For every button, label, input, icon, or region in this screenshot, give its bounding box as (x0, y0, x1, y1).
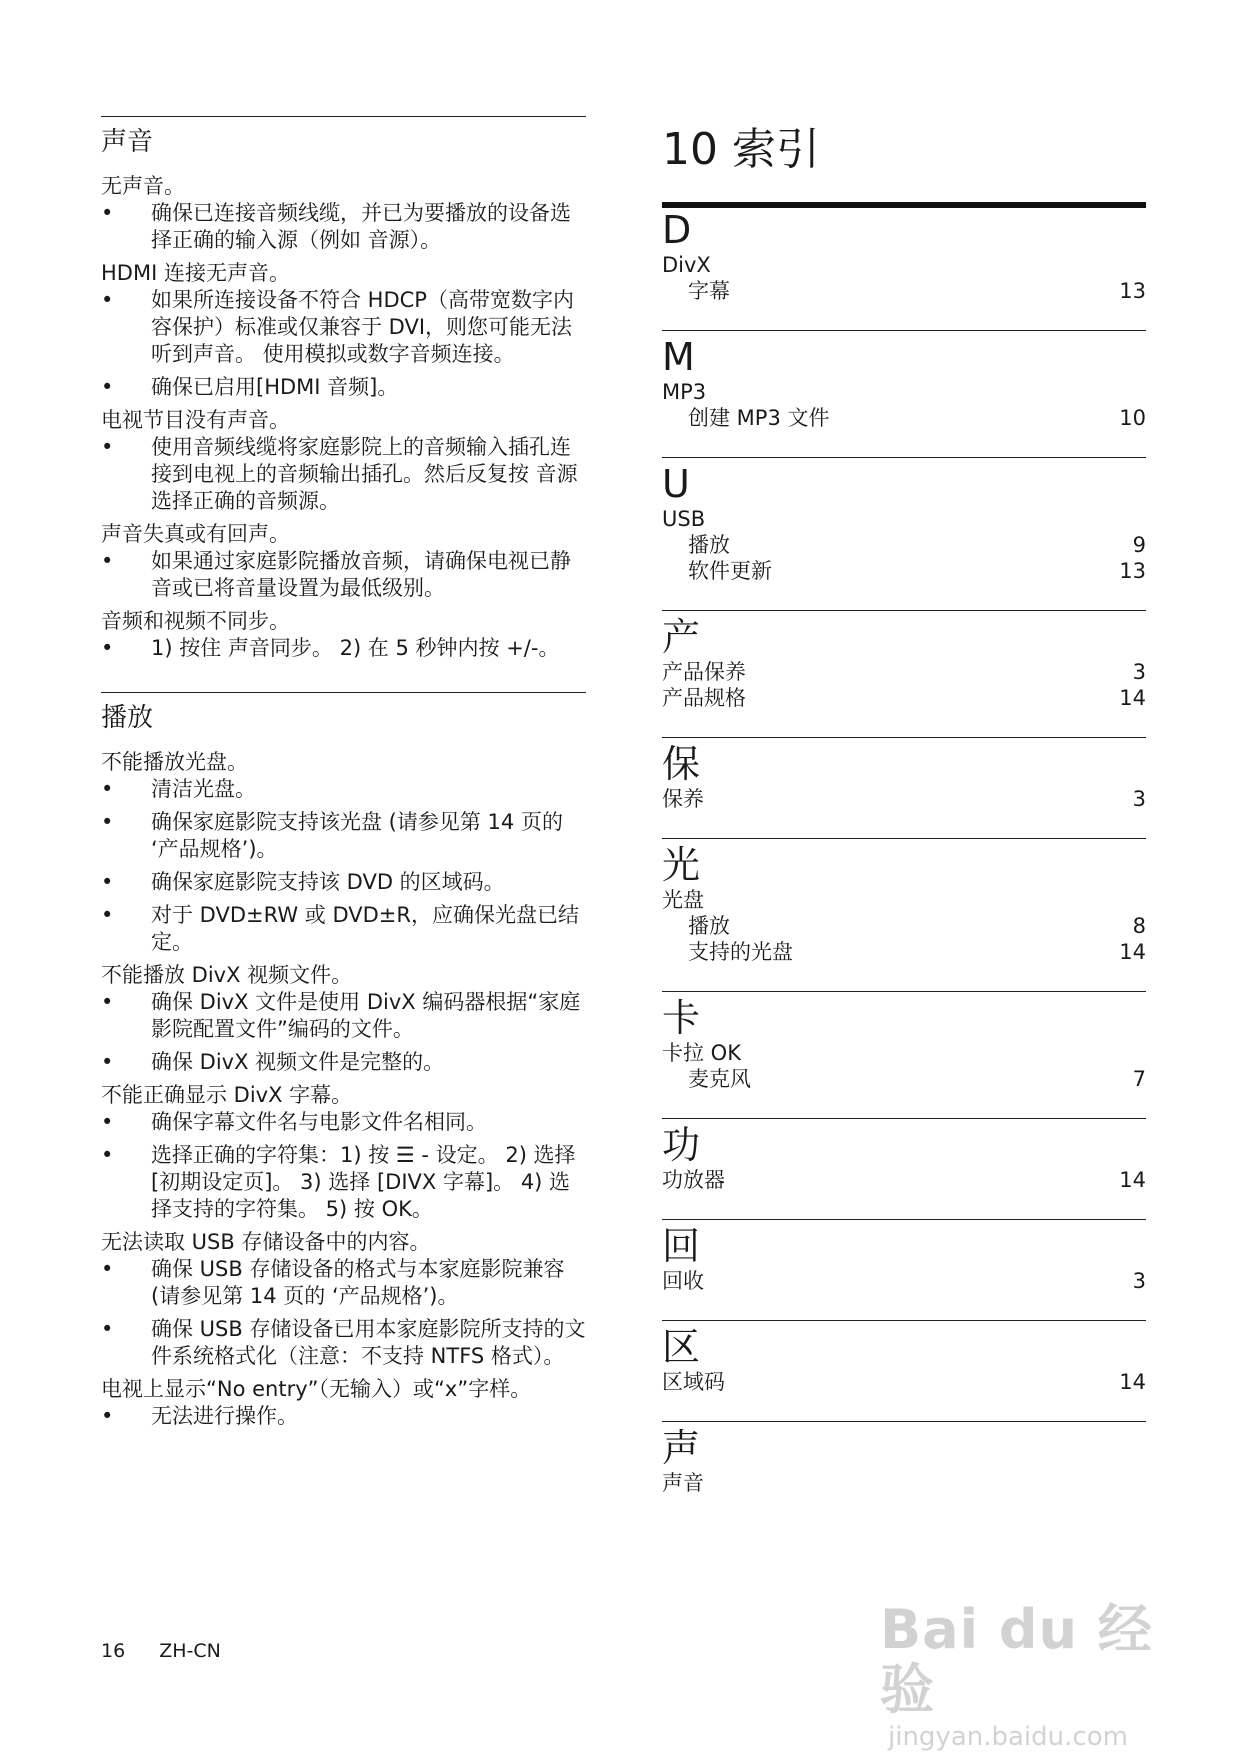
index-page: 14 (1119, 1168, 1146, 1192)
index-entry (662, 786, 1146, 812)
issue-title: 电视上显示“No entry”（无输入）或“x”字样。 (101, 1377, 532, 1401)
index-term: DivX (662, 253, 711, 277)
index-page: 3 (1132, 660, 1146, 684)
index-letter: 回 (662, 1224, 701, 1268)
solution-list (101, 635, 586, 662)
solution-item: • 确保 USB 存储设备已用本家庭影院所支持的文件系统格式化（注意：不支持 NTFS 格式）。 (101, 1316, 586, 1370)
index-term: 光盘 (662, 888, 704, 912)
issue-title: 无法读取 USB 存储设备中的内容。 (101, 1230, 431, 1254)
index-subentry (662, 278, 1146, 304)
solution-list (101, 989, 586, 1076)
index-letter: 光 (662, 843, 701, 887)
index-term: 声音 (662, 1471, 704, 1495)
index-entry (662, 1470, 1146, 1496)
index-subterm: 软件更新 (688, 559, 772, 583)
index-letter: 卡 (662, 996, 701, 1040)
issue-title: 音频和视频不同步。 (101, 609, 290, 633)
index-letter: 功 (662, 1123, 701, 1167)
index-subterm: 麦克风 (688, 1067, 751, 1091)
index-subentry (662, 1066, 1146, 1092)
index-letter: 产 (662, 615, 701, 659)
solution-list (101, 1109, 586, 1223)
solution-list (101, 776, 586, 956)
index-groups (662, 208, 1146, 1522)
index-letter: 声 (662, 1426, 701, 1470)
solution-list (101, 287, 586, 401)
solution-list (101, 1256, 586, 1370)
index-subentry (662, 558, 1146, 584)
index-group (662, 1219, 1146, 1320)
index-entry (662, 506, 1146, 532)
index-entry (662, 252, 1146, 278)
index-group (662, 838, 1146, 991)
solution-item: • 确保家庭影院支持该 DVD 的区域码。 (101, 869, 586, 896)
solution-item: • 清洁光盘。 (101, 776, 586, 803)
index-term: 保养 (662, 787, 704, 811)
index-term: MP3 (662, 380, 707, 404)
solution-item: • 确保 DivX 文件是使用 DivX 编码器根据“家庭影院配置文件”编码的文件。 (101, 989, 586, 1043)
index-group (662, 737, 1146, 838)
index-group (662, 1320, 1146, 1421)
solution-item: • 1) 按住 声音同步。 2) 在 5 秒钟内按 +/-。 (101, 635, 586, 662)
issue-title: 不能播放光盘。 (101, 750, 248, 774)
issue-title: 声音失真或有回声。 (101, 522, 290, 546)
solution-item: • 确保 DivX 视频文件是完整的。 (101, 1049, 586, 1076)
index-letter: 保 (662, 742, 701, 786)
solution-item: • 使用音频线缆将家庭影院上的音频输入插孔连接到电视上的音频输出插孔。然后反复按 音源 选择正确的音频源。 (101, 434, 586, 515)
index-entry (662, 379, 1146, 405)
index-term: USB (662, 507, 706, 531)
solution-item: • 确保家庭影院支持该光盘 (请参见第 14 页的 ‘产品规格’)。 (101, 809, 586, 863)
index-entry (662, 659, 1146, 685)
index-page: 3 (1132, 1269, 1146, 1293)
index-term: 回收 (662, 1269, 704, 1293)
index-term: 区域码 (662, 1370, 725, 1394)
solution-item: • 确保字幕文件名与电影文件名相同。 (101, 1109, 586, 1136)
index-subpage: 8 (1132, 914, 1146, 938)
index-subterm: 播放 (688, 533, 730, 557)
issue-title: 不能正确显示 DivX 字幕。 (101, 1083, 353, 1107)
index-subentry (662, 913, 1146, 939)
index-term: 产品规格 (662, 686, 746, 710)
watermark-logo-text (880, 1600, 1180, 1720)
index-term: 功放器 (662, 1168, 725, 1192)
locale-label: ZH-CN (159, 1640, 221, 1662)
index-page: 3 (1132, 787, 1146, 811)
index-group (662, 1118, 1146, 1219)
index-entry (662, 1268, 1146, 1294)
section-0 (101, 116, 586, 662)
index-letter: U (662, 462, 690, 506)
solution-list (101, 434, 586, 515)
index-subentry (662, 405, 1146, 431)
baidu-watermark (880, 1598, 1180, 1752)
index-column (662, 116, 1146, 1522)
troubleshooting-column (101, 116, 586, 1460)
index-entry (662, 1040, 1146, 1066)
solution-item: • 选择正确的字符集：1) 按 ☰ - 设定。 2) 选择 [初期设定页]。 3) 选择 [DIVX 字幕]。 4) 选择支持的字符集。 5) 按 OK。 (101, 1142, 586, 1223)
solution-list (101, 1403, 586, 1430)
issue-title: 不能播放 DivX 视频文件。 (101, 963, 353, 987)
section-1 (101, 692, 586, 1430)
issue-title: 电视节目没有声音。 (101, 408, 290, 432)
index-group (662, 208, 1146, 330)
section-title: 声音 (101, 127, 154, 157)
index-subentry (662, 532, 1146, 558)
index-subpage: 10 (1119, 406, 1146, 430)
index-subpage: 13 (1119, 559, 1146, 583)
index-subpage: 13 (1119, 279, 1146, 303)
section-title: 播放 (101, 703, 154, 733)
page-footer (101, 1640, 249, 1662)
index-subpage: 9 (1132, 533, 1146, 557)
solution-list (101, 548, 586, 602)
solution-item: • 如果所连接设备不符合 HDCP（高带宽数字内容保护）标准或仅兼容于 DVI，则您可能无法听到声音。 使用模拟或数字音频连接。 (101, 287, 586, 368)
index-letter: 区 (662, 1325, 701, 1369)
index-subterm: 播放 (688, 914, 730, 938)
index-subterm: 字幕 (688, 279, 730, 303)
index-page: 14 (1119, 686, 1146, 710)
solution-item: • 如果通过家庭影院播放音频，请确保电视已静音或已将音量设置为最低级别。 (101, 548, 586, 602)
index-entry (662, 685, 1146, 711)
watermark-url: jingyan.baidu.com (888, 1722, 1128, 1752)
solution-item: • 无法进行操作。 (101, 1403, 586, 1430)
index-page: 14 (1119, 1370, 1146, 1394)
issue-title: HDMI 连接无声音。 (101, 261, 290, 285)
index-term: 卡拉 OK (662, 1041, 741, 1065)
index-entry (662, 1369, 1146, 1395)
index-group (662, 457, 1146, 610)
index-subterm: 创建 MP3 文件 (688, 406, 830, 430)
watermark-main: Bai du 经验 (880, 1598, 1153, 1721)
solution-item: • 确保 USB 存储设备的格式与本家庭影院兼容 (请参见第 14 页的 ‘产品规格’)。 (101, 1256, 586, 1310)
index-letter: D (662, 208, 692, 252)
page-number: 16 (101, 1640, 126, 1662)
index-group (662, 610, 1146, 737)
solution-item: • 对于 DVD±RW 或 DVD±R，应确保光盘已结定。 (101, 902, 586, 956)
index-letter: M (662, 335, 695, 379)
solution-list (101, 200, 586, 254)
index-heading: 10 索引 (662, 124, 820, 175)
index-entry (662, 887, 1146, 913)
solution-item: • 确保已启用[HDMI 音频]。 (101, 374, 586, 401)
index-subterm: 支持的光盘 (688, 940, 793, 964)
solution-item: • 确保已连接音频线缆，并已为要播放的设备选择正确的输入源（例如 音源）。 (101, 200, 586, 254)
index-group (662, 991, 1146, 1118)
issue-title: 无声音。 (101, 174, 185, 198)
index-subpage: 7 (1132, 1067, 1146, 1091)
index-term: 产品保养 (662, 660, 746, 684)
index-group (662, 330, 1146, 457)
index-entry (662, 1167, 1146, 1193)
index-subpage: 14 (1119, 940, 1146, 964)
index-subentry (662, 939, 1146, 965)
index-group (662, 1421, 1146, 1522)
